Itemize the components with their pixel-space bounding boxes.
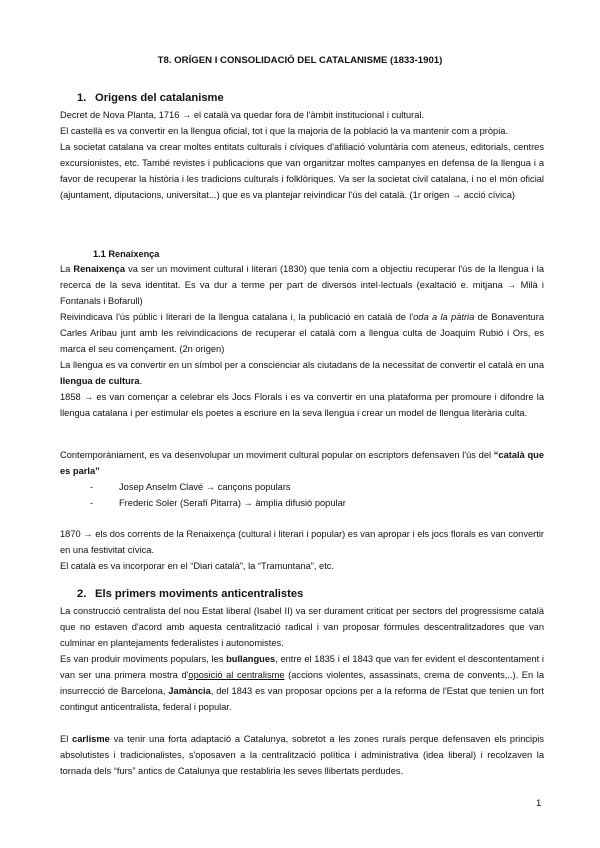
paragraph-contemporary [60, 447, 544, 479]
paragraph: La Renaixença va ser un moviment cultural i literari (1830) que tenia com a objectiu recuperar l'ús de la llengua i la recerca de la seva identitat. Es va dur a terme per part de diversos intel·lectuals (exaltació e. mitjana → Milà i Fontanals i Bofarull) [60, 264, 544, 306]
paragraph: El castellà es va convertir en la llengua oficial, tot i que la majoria de la població la va mantenir com a pròpia. [60, 126, 509, 136]
section-2-title: Els primers moviments anticentralistes [95, 588, 304, 600]
subsection-1-1-closing [60, 526, 544, 574]
section-2-body [60, 603, 544, 715]
paragraph: La llengua es va convertir en un símbol per a conscienciar als ciutadans de la necessitat de convertir el català en una llengua de cultura. [60, 360, 544, 386]
paragraph: El carlisme va tenir una forta adaptació a Catalunya, sobretot a les zones rurals perque defensaven els principis absolutistes i tradicionalistes, s'oposaven a la centralització política i administrativa (idea liberal) i recolzaven la tornada dels “furs” antics de Catalunya que restabliria les seves llibertats perdudes. [60, 734, 544, 776]
section-1-body [60, 107, 544, 203]
section-1-title: Origens del catalanisme [95, 92, 224, 104]
paragraph: 1858 → es van començar a celebrar els Jocs Florals i es va convertir en una plataforma per promoure i difondre la llengua catalana i per estimular els poetes a escriure en la seva llengua i crear un model de llengua literària culta. [60, 392, 544, 418]
paragraph: Es van produir moviments populars, les bullangues, entre el 1835 i el 1843 que van fer evident el descontentament i van ser una primera mostra d'oposició al centralisme (accions violentes, assassinats, crema de convents,..). En la insurrecció de Barcelona, Jamància, del 1843 es van proposar opcions per a la reforma de l'Estat que tenien un fort contingut anticentralista, federal i popular. [60, 654, 545, 712]
bullet-list [90, 479, 346, 511]
section-2-heading [77, 588, 303, 600]
list-item: - Frederic Soler (Serafí Pitarra) → àmplia difusió popular [90, 498, 346, 508]
section-1-heading [77, 92, 224, 104]
paragraph: La societat catalana va crear moltes entitats culturals i cíviques d'afiliació voluntària com ateneus, editorials, centres excursionistes, etc. També revistes i publicacions que van organitzar moltes campanyes en defensa de la llengua i a favor de recuperar la història i les tradicions culturals i folklòriques. Va ser la societat civil catalana, i no el món oficial (ajuntament, diputacions, universitat...) que es va plantejar reivindicar l'ús del català. (1r origen → acció cívica) [60, 142, 544, 200]
paragraph: Contemporàniament, es va desenvolupar un moviment cultural popular on escriptors defensaven l'ús del “català que es parla” [60, 450, 544, 476]
list-item: - Josep Anselm Clavé → cançons populars [90, 482, 291, 492]
paragraph: Decret de Nova Planta, 1716 → el català va quedar fora de l'àmbit institucional i cultural. [60, 110, 425, 120]
section-1-number: 1. [77, 92, 87, 104]
paragraph: 1870 → els dos corrents de la Renaixença (cultural i literari i popular) es van apropar i els jocs florals es van convertir en una festivitat cívica. [60, 529, 544, 555]
paragraph: El català es va incorporar en el “Diari català”, la “Tramuntana”, etc. [60, 561, 335, 571]
page-number: 1 [536, 798, 542, 809]
paragraph: La construcció centralista del nou Estat liberal (Isabel II) va ser durament criticat per sectors del progressisme català que no estaven d'acord amb aquesta centralització radical i van proposar fórmules descentralitzadores que van culminar en plantejaments federalistes i autonomistes. [60, 606, 544, 648]
section-2-number: 2. [77, 588, 87, 600]
subsection-1-1-heading: 1.1 Renaixença [93, 249, 160, 259]
subsection-1-1-body [60, 261, 544, 421]
page-title: T8. ORÍGEN I CONSOLIDACIÓ DEL CATALANISME (1833-1901) [157, 55, 443, 66]
paragraph: Reivindicava l'ús públic i literari de la llengua catalana i, la publicació en català de l'oda a la pàtria de Bonaventura Carles Aribau junt amb les reivindicacions de recuperar el català com a llengua culta de Joaquim Rubió i Ors, es marca el seu començament. (2n origen) [60, 312, 544, 354]
section-2-carlism [60, 731, 544, 779]
